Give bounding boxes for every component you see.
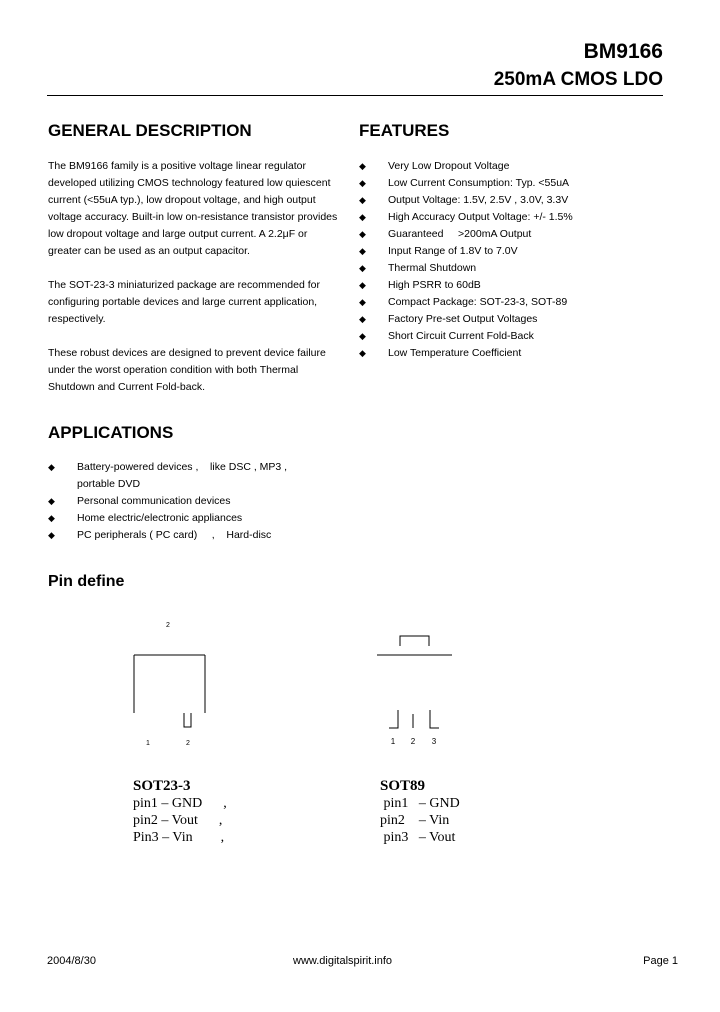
applications-section — [48, 423, 368, 544]
list-item — [359, 260, 679, 277]
pin-assignment: pin2 – Vout , — [133, 813, 223, 828]
list-item — [359, 158, 679, 175]
diamond-bullet-icon: ◆ — [359, 161, 366, 171]
diamond-bullet-icon: ◆ — [359, 331, 366, 341]
list-item — [359, 226, 679, 243]
feature-text: Input Range of 1.8V to 7.0V — [388, 245, 518, 257]
document-subtitle: 250mA CMOS LDO — [493, 69, 663, 90]
sot23-package-diagram — [125, 615, 220, 750]
text-line: greater can be used as an output capacitor. — [48, 245, 250, 257]
diamond-bullet-icon: ◆ — [48, 462, 55, 472]
pin-assignment: pin1 – GND , — [133, 796, 227, 811]
pin-assignment: pin3 – Vout — [380, 830, 456, 845]
diamond-bullet-icon: ◆ — [48, 496, 55, 506]
text-line: configuring portable devices and large current application, — [48, 296, 318, 308]
description-paragraph — [48, 277, 353, 328]
application-text: Home electric/electronic appliances — [77, 512, 243, 524]
application-text: Battery-powered devices , like DSC , MP3 , — [77, 461, 288, 473]
applications-heading: APPLICATIONS — [48, 423, 174, 442]
diamond-bullet-icon: ◆ — [359, 212, 366, 222]
feature-text: High Accuracy Output Voltage: +/- 1.5% — [388, 211, 573, 223]
general-description-heading: GENERAL DESCRIPTION — [48, 121, 252, 140]
pin-assignment: pin2 – Vin — [380, 813, 450, 828]
feature-text: Compact Package: SOT-23-3, SOT-89 — [388, 296, 568, 308]
diamond-bullet-icon: ◆ — [359, 280, 366, 290]
pin-lead — [184, 713, 191, 727]
list-item — [48, 459, 368, 493]
features-heading: FEATURES — [359, 121, 450, 140]
sot89-package-diagram — [370, 630, 460, 750]
pin-lead — [389, 710, 398, 728]
package-tab — [400, 636, 429, 646]
list-item — [359, 209, 679, 226]
diamond-bullet-icon: ◆ — [359, 348, 366, 358]
pin-number-label: 1 — [146, 740, 150, 747]
pin-number-label: 3 — [431, 737, 437, 746]
feature-text: Thermal Shutdown — [388, 262, 477, 274]
list-item — [359, 192, 679, 209]
list-item — [48, 527, 368, 544]
general-description-section — [48, 121, 353, 396]
text-line: respectively. — [48, 313, 106, 325]
pin-number-label: 2 — [166, 622, 170, 629]
pin-assignment: pin1 – GND — [380, 796, 460, 811]
diamond-bullet-icon: ◆ — [359, 246, 366, 256]
features-list — [359, 158, 679, 362]
package-name: SOT23-3 — [133, 778, 191, 794]
diamond-bullet-icon: ◆ — [359, 297, 366, 307]
feature-text: Output Voltage: 1.5V, 2.5V , 3.0V, 3.3V — [388, 194, 569, 206]
pin-define-heading: Pin define — [48, 573, 125, 590]
description-paragraph — [48, 345, 353, 396]
features-section — [359, 121, 679, 362]
text-line: The BM9166 family is a positive voltage linear regulator — [48, 160, 306, 172]
diamond-bullet-icon: ◆ — [359, 314, 366, 324]
diamond-bullet-icon: ◆ — [359, 263, 366, 273]
package-name: SOT89 — [380, 778, 426, 794]
list-item — [359, 294, 679, 311]
application-text: PC peripherals ( PC card) , Hard-disc — [77, 529, 272, 541]
application-text: portable DVD — [77, 478, 141, 490]
pin-assignment: Pin3 – Vin , — [133, 830, 225, 845]
text-line: The SOT-23-3 miniaturized package are recommended for — [48, 279, 320, 291]
text-line: Shutdown and Current Fold-back. — [48, 381, 206, 393]
list-item — [359, 311, 679, 328]
footer-website: www.digitalspirit.info — [293, 955, 393, 967]
pin-number-label: 1 — [390, 737, 396, 746]
diamond-bullet-icon: ◆ — [48, 513, 55, 523]
pin-lead — [430, 710, 439, 728]
list-item — [359, 328, 679, 345]
sot23-pin-list — [133, 778, 227, 846]
diamond-bullet-icon: ◆ — [359, 229, 366, 239]
pin-number-label: 2 — [410, 737, 416, 746]
list-item — [359, 277, 679, 294]
text-line: current (<55uA typ.), low dropout voltage, and high output — [48, 194, 316, 206]
sot89-pin-list — [380, 778, 460, 846]
description-paragraph — [48, 158, 353, 260]
diamond-bullet-icon: ◆ — [359, 178, 366, 188]
part-number: BM9166 — [583, 40, 663, 63]
text-line: under the worst operation condition with both Thermal — [48, 364, 299, 376]
applications-list — [48, 459, 368, 544]
text-line: voltage accuracy. Built-in low on-resistance transistor provides — [48, 211, 338, 223]
feature-text: Low Temperature Coefficient — [388, 347, 522, 359]
header-divider — [47, 95, 663, 96]
footer-page-number: Page 1 — [643, 955, 678, 967]
diamond-bullet-icon: ◆ — [359, 195, 366, 205]
list-item — [48, 510, 368, 527]
feature-text: Very Low Dropout Voltage — [388, 160, 510, 172]
list-item — [359, 243, 679, 260]
feature-text: Factory Pre-set Output Voltages — [388, 313, 538, 325]
text-line: developed utilizing CMOS technology featured low quiescent — [48, 177, 331, 189]
pin-number-label: 2 — [186, 740, 190, 747]
text-line: low dropout voltage and large output current. A 2.2μF or — [48, 228, 308, 240]
list-item — [359, 175, 679, 192]
feature-text: Guaranteed >200mA Output — [388, 228, 532, 240]
feature-text: High PSRR to 60dB — [388, 279, 481, 291]
diamond-bullet-icon: ◆ — [48, 530, 55, 540]
list-item — [359, 345, 679, 362]
text-line: These robust devices are designed to prevent device failure — [48, 347, 326, 359]
feature-text: Short Circuit Current Fold-Back — [388, 330, 534, 342]
application-text: Personal communication devices — [77, 495, 231, 507]
list-item — [48, 493, 368, 510]
feature-text: Low Current Consumption: Typ. <55uA — [388, 177, 570, 189]
footer-date: 2004/8/30 — [47, 955, 96, 967]
